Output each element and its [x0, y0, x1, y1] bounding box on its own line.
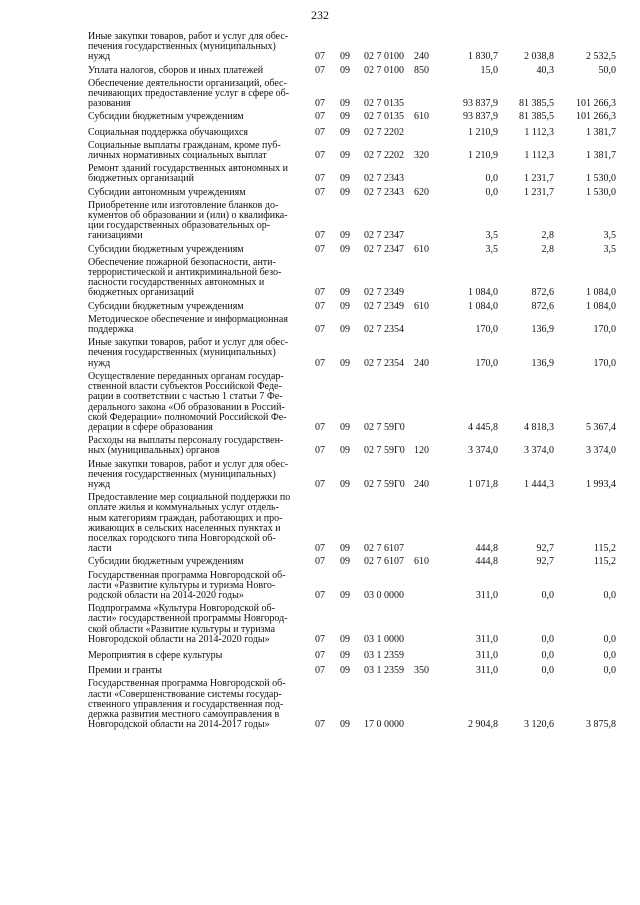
target-article-code: 02 7 2349: [364, 287, 404, 299]
amount-year-3: 0,0: [603, 589, 616, 601]
amount-year-2: 0,0: [541, 589, 554, 601]
row-name: Расходы на выплаты персоналу государствен- ных (муниципальных) органов: [88, 435, 284, 457]
amount-year-2: 872,6: [531, 287, 554, 299]
row-name: Подпрограмма «Культура Новгородской об- ласти» государственной программы Новгород- ской области «Развитие культуры и туризма Новгородской области на 2014-2020 годы»: [88, 603, 288, 645]
amount-year-1: 311,0: [475, 589, 498, 601]
target-article-code: 03 1 2359: [364, 665, 404, 677]
row-name: Субсидии бюджетным учреждениям: [88, 556, 244, 568]
subsection-code: 09: [340, 543, 350, 555]
row-name: Уплата налогов, сборов и иных платежей: [88, 64, 264, 76]
amount-year-1: 311,0: [475, 649, 498, 661]
subsection-code: 09: [340, 186, 350, 198]
amount-year-3: 170,0: [593, 357, 616, 369]
amount-year-3: 101 266,3: [576, 111, 616, 123]
amount-year-2: 136,9: [531, 357, 554, 369]
row-name: Социальная поддержка обучающихся: [88, 126, 249, 138]
amount-year-3: 1 530,0: [586, 186, 616, 198]
amount-year-3: 0,0: [603, 649, 616, 661]
amount-year-3: 3,5: [603, 243, 616, 255]
section-code: 07: [315, 357, 325, 369]
row-name: Мероприятия в сфере культуры: [88, 649, 223, 661]
amount-year-2: 81 385,5: [519, 98, 554, 110]
amount-year-2: 2 038,8: [524, 51, 554, 63]
table-row: [0, 245, 640, 255]
amount-year-3: 1 530,0: [586, 173, 616, 185]
amount-year-2: 3 374,0: [524, 445, 554, 457]
section-code: 07: [315, 589, 325, 601]
subsection-code: 09: [340, 300, 350, 312]
section-code: 07: [315, 287, 325, 299]
amount-year-3: 1 381,7: [586, 126, 616, 138]
table-row: [0, 315, 640, 335]
amount-year-3: 101 266,3: [576, 98, 616, 110]
table-row: [0, 571, 640, 602]
table-row: [0, 651, 640, 661]
amount-year-2: 1 444,3: [524, 478, 554, 490]
amount-year-2: 2,8: [541, 230, 554, 242]
amount-year-2: 0,0: [541, 633, 554, 645]
target-article-code: 02 7 0135: [364, 98, 404, 110]
target-article-code: 02 7 0100: [364, 51, 404, 63]
subsection-code: 09: [340, 230, 350, 242]
section-code: 07: [315, 173, 325, 185]
target-article-code: 02 7 6107: [364, 556, 404, 568]
amount-year-2: 3 120,6: [524, 719, 554, 731]
section-code: 07: [315, 543, 325, 555]
subsection-code: 09: [340, 64, 350, 76]
table-row: [0, 338, 640, 369]
amount-year-2: 4 818,3: [524, 421, 554, 433]
amount-year-3: 170,0: [593, 324, 616, 336]
target-article-code: 02 7 0135: [364, 111, 404, 123]
row-name: Субсидии бюджетным учреждениям: [88, 300, 244, 312]
table-row: [0, 201, 640, 242]
section-code: 07: [315, 719, 325, 731]
expense-type-code: 610: [414, 243, 429, 255]
row-name: Обеспечение деятельности организаций, обес- печивающих предоставление услуг в сфере об- разования: [88, 77, 290, 110]
expense-type-code: 610: [414, 111, 429, 123]
expense-type-code: 240: [414, 357, 429, 369]
subsection-code: 09: [340, 633, 350, 645]
expense-type-code: 120: [414, 445, 429, 457]
amount-year-1: 1 830,7: [468, 51, 498, 63]
section-code: 07: [315, 421, 325, 433]
subsection-code: 09: [340, 556, 350, 568]
amount-year-1: 444,8: [475, 543, 498, 555]
amount-year-2: 1 112,3: [524, 150, 554, 162]
table-row: [0, 66, 640, 76]
target-article-code: 02 7 59Г0: [364, 478, 405, 490]
subsection-code: 09: [340, 51, 350, 63]
section-code: 07: [315, 300, 325, 312]
expense-type-code: 350: [414, 665, 429, 677]
table-row: [0, 164, 640, 184]
amount-year-2: 872,6: [531, 300, 554, 312]
target-article-code: 02 7 2343: [364, 186, 404, 198]
target-article-code: 03 0 0000: [364, 589, 404, 601]
section-code: 07: [315, 150, 325, 162]
section-code: 07: [315, 111, 325, 123]
row-name: Государственная программа Новгородской об- ласти «Развитие культуры и туризма Новго- родской области на 2014-2020 годы»: [88, 569, 286, 601]
target-article-code: 02 7 2202: [364, 150, 404, 162]
subsection-code: 09: [340, 478, 350, 490]
amount-year-1: 1 084,0: [468, 287, 498, 299]
amount-year-3: 3 875,8: [586, 719, 616, 731]
table-row: [0, 436, 640, 456]
row-name: Государственная программа Новгородской об- ласти «Совершенствование системы государ- ственного управления и государственная под- держка развития местного самоуправления в Новгородской области на 2014-2017 годы»: [88, 678, 286, 731]
target-article-code: 03 1 0000: [364, 633, 404, 645]
amount-year-1: 4 445,8: [468, 421, 498, 433]
amount-year-2: 0,0: [541, 665, 554, 677]
amount-year-1: 15,0: [480, 64, 498, 76]
section-code: 07: [315, 243, 325, 255]
amount-year-3: 0,0: [603, 633, 616, 645]
amount-year-3: 1 381,7: [586, 150, 616, 162]
target-article-code: 02 7 2354: [364, 324, 404, 336]
table-row: [0, 302, 640, 312]
amount-year-1: 3,5: [485, 243, 498, 255]
target-article-code: 02 7 2347: [364, 230, 404, 242]
amount-year-1: 93 837,9: [463, 111, 498, 123]
row-name: Предоставление мер социальной поддержки по оплате жилья и коммунальных услуг отдель- ным категориям граждан, работающих и про- живающих в сельских населенных пунктах и поселках городского типа Новгородской об- ласти: [88, 492, 291, 555]
target-article-code: 03 1 2359: [364, 649, 404, 661]
target-article-code: 02 7 0100: [364, 64, 404, 76]
amount-year-3: 5 367,4: [586, 421, 616, 433]
amount-year-1: 0,0: [485, 173, 498, 185]
row-name: Методическое обеспечение и информационная поддержка: [88, 313, 288, 336]
amount-year-3: 3 374,0: [586, 445, 616, 457]
expense-type-code: 320: [414, 150, 429, 162]
table-row: [0, 141, 640, 161]
table-row: [0, 258, 640, 299]
row-name: Иные закупки товаров, работ и услуг для обес- печения государственных (муниципальных) нужд: [88, 31, 289, 63]
subsection-code: 09: [340, 589, 350, 601]
amount-year-1: 311,0: [475, 665, 498, 677]
budget-table: [0, 32, 640, 730]
section-code: 07: [315, 126, 325, 138]
section-code: 07: [315, 649, 325, 661]
row-name: Иные закупки товаров, работ и услуг для обес- печения государственных (муниципальных) нужд: [88, 337, 289, 369]
amount-year-2: 136,9: [531, 324, 554, 336]
row-name: Обеспечение пожарной безопасности, анти- террористической и антикриминальной безо- пасности государственных автономных и бюджетных организаций: [88, 256, 282, 299]
row-name: Ремонт зданий государственных автономных и бюджетных организаций: [88, 163, 288, 185]
subsection-code: 09: [340, 357, 350, 369]
amount-year-1: 1 071,8: [468, 478, 498, 490]
subsection-code: 09: [340, 719, 350, 731]
section-code: 07: [315, 478, 325, 490]
row-name: Осуществление переданных органам государ- ственной власти субъектов Российской Феде- рации в соответствии с частью 1 статьи 7 Фе- дерального закона «Об образовании в Россий- ской Федерации» полномочий Российской Фе- дерации в сфере образования: [88, 370, 287, 433]
amount-year-1: 311,0: [475, 633, 498, 645]
amount-year-3: 0,0: [603, 665, 616, 677]
amount-year-3: 1 993,4: [586, 478, 616, 490]
amount-year-2: 1 231,7: [524, 173, 554, 185]
target-article-code: 02 7 6107: [364, 543, 404, 555]
amount-year-1: 93 837,9: [463, 98, 498, 110]
subsection-code: 09: [340, 150, 350, 162]
amount-year-3: 3,5: [603, 230, 616, 242]
target-article-code: 02 7 2349: [364, 300, 404, 312]
section-code: 07: [315, 51, 325, 63]
target-article-code: 02 7 59Г0: [364, 421, 405, 433]
amount-year-3: 2 532,5: [586, 51, 616, 63]
subsection-code: 09: [340, 445, 350, 457]
amount-year-2: 92,7: [536, 556, 554, 568]
amount-year-2: 40,3: [536, 64, 554, 76]
table-row: [0, 372, 640, 433]
table-row: [0, 604, 640, 645]
amount-year-1: 2 904,8: [468, 719, 498, 731]
expense-type-code: 620: [414, 186, 429, 198]
amount-year-3: 115,2: [593, 556, 616, 568]
amount-year-1: 170,0: [475, 324, 498, 336]
amount-year-1: 444,8: [475, 556, 498, 568]
expense-type-code: 240: [414, 478, 429, 490]
section-code: 07: [315, 556, 325, 568]
target-article-code: 02 7 2202: [364, 126, 404, 138]
section-code: 07: [315, 230, 325, 242]
section-code: 07: [315, 324, 325, 336]
amount-year-3: 50,0: [598, 64, 616, 76]
amount-year-2: 1 112,3: [524, 126, 554, 138]
target-article-code: 02 7 2347: [364, 243, 404, 255]
table-row: [0, 666, 640, 676]
subsection-code: 09: [340, 287, 350, 299]
amount-year-1: 170,0: [475, 357, 498, 369]
target-article-code: 17 0 0000: [364, 719, 404, 731]
amount-year-1: 1 210,9: [468, 126, 498, 138]
expense-type-code: 610: [414, 300, 429, 312]
section-code: 07: [315, 445, 325, 457]
expense-type-code: 240: [414, 51, 429, 63]
subsection-code: 09: [340, 421, 350, 433]
section-code: 07: [315, 64, 325, 76]
amount-year-1: 3,5: [485, 230, 498, 242]
table-row: [0, 679, 640, 730]
table-row: [0, 460, 640, 491]
amount-year-1: 1 084,0: [468, 300, 498, 312]
row-name: Субсидии бюджетным учреждениям: [88, 111, 244, 123]
expense-type-code: 850: [414, 64, 429, 76]
table-row: [0, 188, 640, 198]
subsection-code: 09: [340, 665, 350, 677]
subsection-code: 09: [340, 126, 350, 138]
row-name: Приобретение или изготовление бланков до- кументов об образовании и (или) о квалифика- ции государственных образовательных ор- ганизациями: [88, 199, 288, 242]
table-row: [0, 79, 640, 110]
page-number: 232: [311, 8, 329, 22]
amount-year-2: 92,7: [536, 543, 554, 555]
section-code: 07: [315, 186, 325, 198]
row-name: Премии и гранты: [88, 665, 163, 677]
amount-year-3: 1 084,0: [586, 287, 616, 299]
subsection-code: 09: [340, 649, 350, 661]
amount-year-2: 81 385,5: [519, 111, 554, 123]
table-row: [0, 128, 640, 138]
row-name: Иные закупки товаров, работ и услуг для обес- печения государственных (муниципальных) нужд: [88, 458, 289, 490]
row-name: Социальные выплаты гражданам, кроме пуб- личных нормативных социальных выплат: [88, 139, 281, 162]
target-article-code: 02 7 59Г0: [364, 445, 405, 457]
section-code: 07: [315, 665, 325, 677]
amount-year-3: 1 084,0: [586, 300, 616, 312]
expense-type-code: 610: [414, 556, 429, 568]
subsection-code: 09: [340, 98, 350, 110]
amount-year-2: 0,0: [541, 649, 554, 661]
table-row: [0, 493, 640, 554]
amount-year-3: 115,2: [593, 543, 616, 555]
target-article-code: 02 7 2343: [364, 173, 404, 185]
subsection-code: 09: [340, 173, 350, 185]
amount-year-1: 0,0: [485, 186, 498, 198]
section-code: 07: [315, 633, 325, 645]
amount-year-2: 2,8: [541, 243, 554, 255]
amount-year-1: 3 374,0: [468, 445, 498, 457]
subsection-code: 09: [340, 324, 350, 336]
table-row: [0, 32, 640, 63]
amount-year-2: 1 231,7: [524, 186, 554, 198]
subsection-code: 09: [340, 111, 350, 123]
table-row: [0, 557, 640, 567]
row-name: Субсидии автономным учреждениям: [88, 186, 246, 198]
table-row: [0, 112, 640, 122]
target-article-code: 02 7 2354: [364, 357, 404, 369]
row-name: Субсидии бюджетным учреждениям: [88, 243, 244, 255]
section-code: 07: [315, 98, 325, 110]
amount-year-1: 1 210,9: [468, 150, 498, 162]
subsection-code: 09: [340, 243, 350, 255]
